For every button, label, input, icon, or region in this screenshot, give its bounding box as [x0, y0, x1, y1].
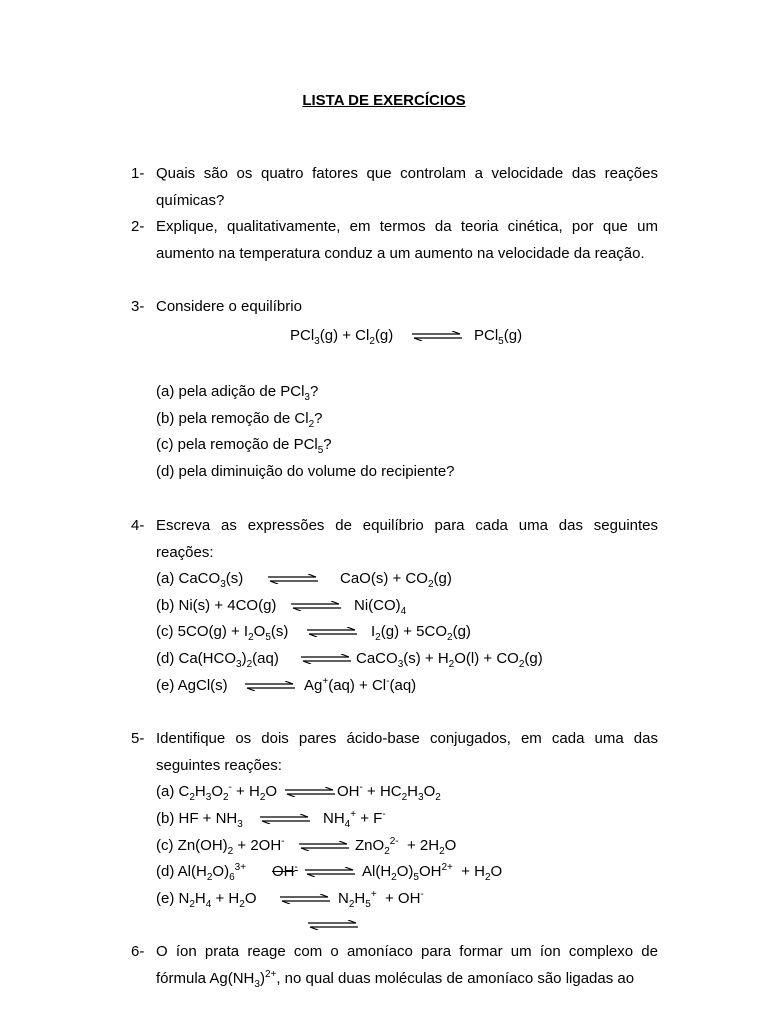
question-5 — [131, 726, 658, 779]
question-4-item-d-right: CaCO$_3$(s) + $H_2O(l) + CO_2(g)$ — [356, 650, 543, 670]
question-5-item-a-left: (a) $C_2H_3O_2^- + H_2O$ — [156, 782, 278, 803]
question-5-item-a-right: $OH^- + HC_2H_3O_2$ — [337, 782, 441, 803]
question-text-line-1: O íon prata reage com o amoníaco para formar um íon complexo de — [156, 943, 658, 960]
question-text: Quais são os quatro fatores que controlam a velocidade das reações químicas? — [156, 165, 658, 209]
question-4-item-b-right: $Ni(CO)_4$ — [354, 597, 407, 617]
question-4-item-c-right: $I_2(g) + 5CO_2(g)$ — [371, 623, 471, 643]
question-5-item-e-right: $N_2H_5^+ + OH^-$ — [338, 889, 424, 910]
question-4-item-a-right: $CaO(s) + CO_2(g)$ — [340, 570, 452, 590]
document-title: LISTA DE EXERCÍCIOS — [302, 92, 466, 109]
question-3-item-c: (c) pela remoção de PCl$_5$? — [156, 436, 332, 456]
equilibrium-arrow-icon — [245, 681, 295, 691]
equilibrium-arrow-icon — [260, 814, 310, 824]
equilibrium-arrow-icon — [301, 654, 351, 664]
question-number: 3- — [131, 298, 145, 315]
question-3 — [131, 294, 658, 321]
question-4-item-c-left: (c) $5CO(g) + I_2O_5(s)$ — [156, 623, 289, 643]
question-3-item-d: (d) pela diminuição do volume do recipiente? — [156, 463, 455, 480]
question-5-item-d-left: (d) $Al(H_2O)_6^{3+}$ — [156, 862, 247, 883]
question-1 — [131, 161, 658, 214]
equilibrium-arrow-icon — [291, 601, 341, 611]
question-text: Escreva as expressões de equilíbrio para cada uma das seguintes reações: — [156, 517, 658, 561]
equilibrium-arrow-icon — [305, 867, 355, 877]
question-5-item-e-left: (e) $N_2H_4 + H_2O$ — [156, 890, 257, 910]
question-text: Considere o equilíbrio — [156, 298, 302, 315]
question-4-item-a-left: (a) CaCO$_3$(s) — [156, 570, 244, 590]
equilibrium-equation-right: PCl$_5$(g) — [474, 327, 523, 347]
question-number: 4- — [131, 517, 145, 534]
question-6 — [131, 939, 658, 966]
question-5-item-d-mid: OH- — [272, 862, 298, 880]
equilibrium-arrow-icon — [307, 627, 357, 637]
question-4-item-b-left: (b) Ni(s) + 4CO(g) — [156, 597, 277, 614]
equilibrium-arrow-icon — [308, 920, 358, 930]
question-number: 2- — [131, 218, 145, 235]
equilibrium-arrow-icon — [412, 331, 462, 341]
question-text: Identifique os dois pares ácido-base conjugados, em cada uma das seguintes reações: — [156, 730, 658, 774]
question-3-item-a: (a) pela adição de PCl$_3$? — [156, 383, 319, 403]
question-4 — [131, 513, 658, 566]
equilibrium-equation-left: $PCl_3(g) + Cl_2(g)$ — [290, 327, 394, 347]
question-number: 5- — [131, 730, 145, 747]
question-5-item-d-right: $Al(H_2O)_5OH^{2+} + H_2O$ — [362, 862, 503, 883]
equilibrium-arrow-icon — [285, 787, 335, 797]
question-5-item-b-right: $NH_4^+ + F^-$ — [323, 809, 386, 830]
question-3-item-b: (b) pela remoção de $Cl_2$? — [156, 410, 323, 430]
question-4-item-e-right: Ag+(aq) + Cl-(aq) — [304, 676, 417, 694]
question-number: 6- — [131, 943, 145, 960]
question-number: 1- — [131, 165, 145, 182]
question-5-item-c-right: $ZnO_2^{2-} + 2H_2O$ — [355, 836, 457, 857]
equilibrium-arrow-icon — [268, 574, 318, 584]
equilibrium-arrow-icon — [280, 894, 330, 904]
question-text: Explique, qualitativamente, em termos da teoria cinética, por que um aumento na temperatura conduz a um aumento na velocidade da reação. — [156, 218, 658, 262]
equilibrium-arrow-icon — [299, 841, 349, 851]
question-4-item-d-left: (d) $Ca(HCO_3)_2(aq)$ — [156, 650, 279, 670]
question-6-line-2: fórmula $Ag(NH_3)^{2+}$, no qual duas moléculas de amoníaco são ligadas ao — [156, 969, 635, 990]
question-2 — [131, 214, 658, 267]
question-5-item-c-left: (c) $Zn(OH)_2 + 2OH^-$ — [156, 836, 285, 857]
question-4-item-e-left: (e) AgCl(s) — [156, 677, 228, 694]
question-5-item-b-left: (b) HF + $NH_3$ — [156, 810, 243, 830]
